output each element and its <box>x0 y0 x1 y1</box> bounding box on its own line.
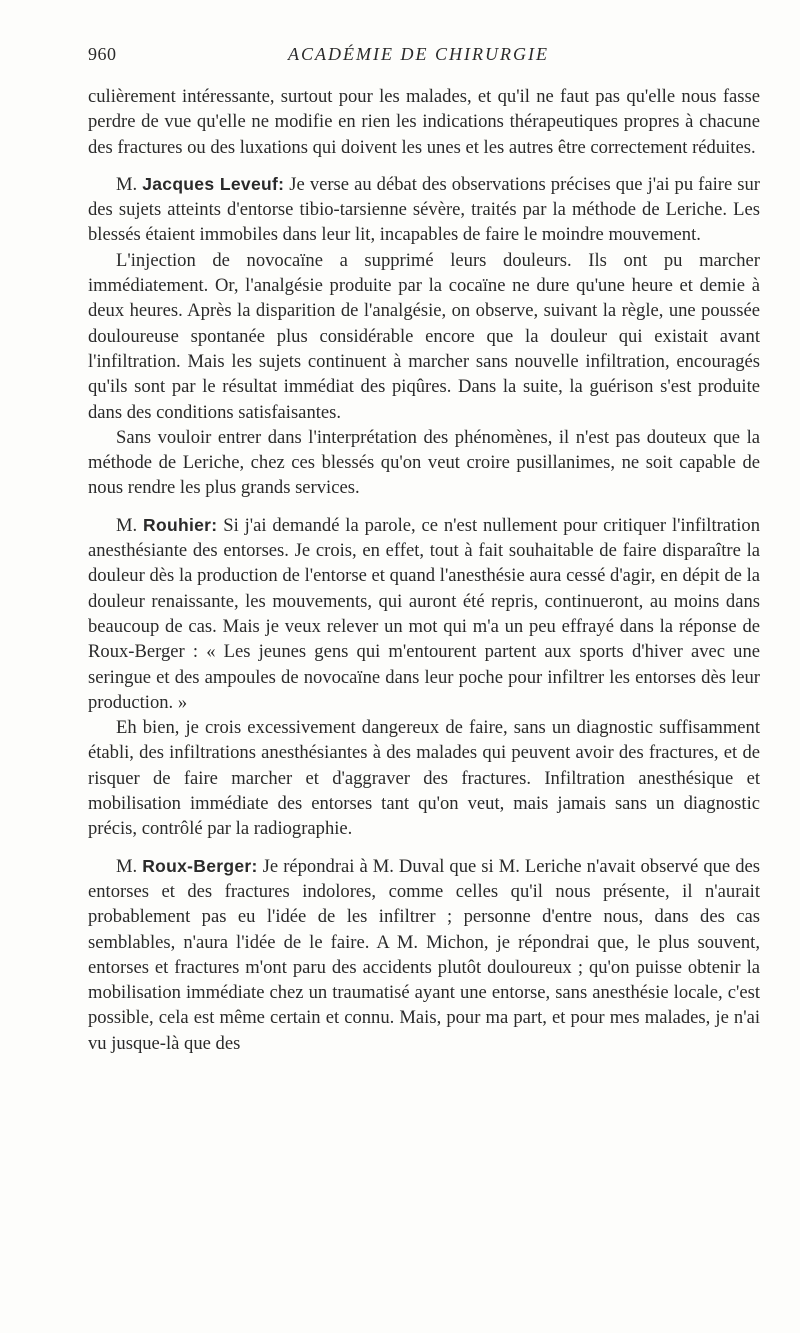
running-header <box>88 44 758 68</box>
intervention-rouhier <box>88 513 760 715</box>
speaker-name: Roux-Berger <box>142 855 252 876</box>
paragraph-text: Sans vouloir entrer dans l'interprétation des phénomènes, il n'est pas douteux que la méthode de Leriche, chez ces blessés qu'on veut croire pusillanimes, ne soit capable de nous rendre les plus grands services. <box>88 426 760 499</box>
speaker-colon: : <box>278 173 285 194</box>
paragraph-text: L'injection de novocaïne a supprimé leurs douleurs. Ils ont pu marcher immédiatement. Or, l'analgésie produite par la cocaïne ne dure qu'une heure et demie à deux heures. Après la disparition de l'analgésie, on observe, suivant la règle, une poussée douloureuse spontanée plus considérable encore que la douleur qui existait avant l'infiltration. Mais les sujets continuent à marcher sans nouvelle infiltration, encouragés qu'ils sont par le résultat immédiat des piqûres. Dans la suite, la guérison s'est produite dans des conditions satisfaisantes. <box>88 249 760 423</box>
page-number: 960 <box>88 44 117 64</box>
paragraph-text: Je verse au débat des observations précises que j'ai pu faire sur des sujets atteints d'entorse tibio-tarsienne sévère, traités par la méthode de Leriche. Les blessés étaient immobiles dans leur lit, incapables de faire le moindre mouvement. <box>88 173 760 246</box>
paragraph <box>88 425 760 501</box>
paragraph-text: Eh bien, je crois excessivement dangereux de faire, sans un diagnostic suffisamment établi, des infiltrations anesthésiantes à des malades qui peuvent avoir des fractures, et de risquer de faire marcher et d'aggraver des fractures. Infiltration anesthésique et mobilisation immédiate des entorses tant qu'on veut, mais jamais sans un diagnostic précis, contrôlé par la radiographie. <box>88 717 760 840</box>
speaker-title: M. <box>116 855 143 877</box>
paragraph-text: culièrement intéressante, surtout pour les malades, et qu'il ne faut pas qu'elle nous fasse perdre de vue qu'elle ne modifie en rien les indications thérapeutiques propres à chacune des fractures ou des luxations qui doivent les unes et les autres être correctement réduites. <box>88 86 760 158</box>
paragraph <box>88 715 760 841</box>
journal-title: ACADÉMIE DE CHIRURGIE <box>288 44 549 64</box>
intervention-leveuf <box>88 172 760 248</box>
speaker-colon: : <box>211 514 218 535</box>
speaker-colon: : <box>251 855 258 876</box>
speaker-title: M. <box>116 514 144 536</box>
paragraph-continuation <box>88 84 760 160</box>
speaker-name: Rouhier <box>143 514 212 535</box>
paragraph-text: Je répondrai à M. Duval que si M. Leriche n'avait observé que des entorses et des fractures indolores, comme celles qu'il nous présente, il n'aurait probablement pas eu l'idée de les infiltrer ; personne d'entre nous, dans des cas semblables, n'aura l'idée de le faire. A M. Michon, je répondrai que, le plus souvent, entorses et fractures m'ont paru des accidents plutôt douloureux ; qu'on puisse obtenir la mobilisation immédiate chez un traumatisé ayant une entorse, sans anesthésie locale, c'est possible, cela est même certain et connu. Mais, pour ma part, et pour mes malades, je n'ai vu jusque-là que des <box>88 855 760 1054</box>
intervention-roux-berger <box>88 854 760 1056</box>
paragraph <box>88 248 760 425</box>
speaker-name: Jacques Leveuf <box>142 173 279 194</box>
body-text <box>88 84 760 1056</box>
speaker-title: M. <box>116 173 143 195</box>
paragraph-text: Si j'ai demandé la parole, ce n'est nullement pour critiquer l'infiltration anesthésiante des entorses. Je crois, en effet, tout à fait souhaitable de faire disparaître la douleur dès la production de l'entorse et quand l'anesthésie aura cessé d'agir, en dépit de la douleur renaissante, les mouvements, qui auront été repris, continueront, au moins dans beaucoup de cas. Mais je veux relever un mot qui m'a un peu effrayé dans la réponse de Roux-Berger : « Les jeunes gens qui m'entourent partent aux sports d'hiver avec une seringue et des ampoules de novocaïne dans leur poche pour infiltrer les entorses dès leur production. » <box>88 514 760 713</box>
